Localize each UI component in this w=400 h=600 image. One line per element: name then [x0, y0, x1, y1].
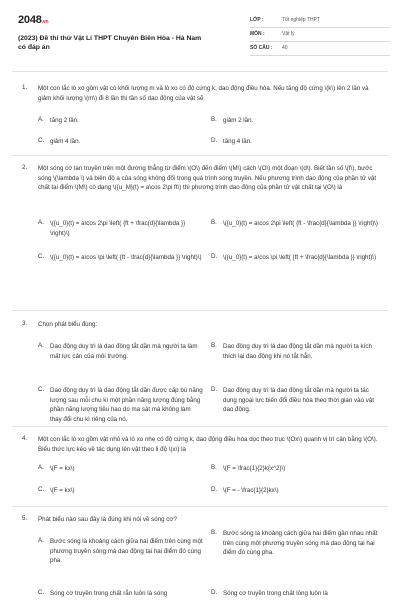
option-text: \(F = \frac{1}{2}k{x^2}\): [223, 465, 286, 472]
option-d[interactable]: [211, 253, 381, 263]
option-a[interactable]: [38, 116, 203, 126]
option-d[interactable]: [211, 386, 381, 415]
option-letter: A.: [38, 464, 44, 471]
question-number: 5.: [22, 515, 28, 522]
divider: [12, 506, 388, 507]
option-a[interactable]: [38, 219, 203, 238]
option-letter: D.: [211, 486, 218, 493]
option-text: \({u_0}(t) = a\cos 2\pi \left( {ft - \frac{d}{\lambda }} \right)\): [223, 220, 378, 227]
question-text: Một sóng cơ lan truyền trên một đường thẳng từ điểm \(O\) đến điểm \(M\) cách \(O\) một đoạn \(d\). Biết tần số \(f\), bước sóng \(\lambda \) và biên độ a của sóng không đổi trong quá trình sóng truyền. Nếu phương trình dao động của phần tử vật chất tại điểm \(M\) có dạng \({u_M}(t) = a\cos 2\pi ft\) thì phương trình dao động của phần tử vật chất tại \(O\) là: [38, 165, 377, 192]
subject-value: Vật lý: [282, 30, 295, 37]
option-letter: B.: [211, 219, 217, 226]
option-a[interactable]: [38, 537, 203, 566]
option-c[interactable]: [38, 386, 203, 424]
option-letter: D.: [211, 386, 218, 393]
option-text: Bước sóng là khoảng cách giữa hai điểm trên cùng một phương truyền sóng mà dao động tại hai điểm đó cùng pha.: [50, 538, 203, 565]
exam-title: (2023) Đề thi thử Vật Lí THPT Chuyên Biên Hòa - Hà Nam có đáp án: [18, 35, 202, 52]
option-text: \(F = - \frac{1}{2}kx\): [223, 487, 279, 494]
option-c[interactable]: [38, 137, 203, 147]
option-text: tăng 4 lần.: [223, 138, 252, 145]
option-text: Bước sóng là khoảng cách giữa hai điểm gần nhau nhất trên cùng một phương truyền sóng mà dao động tại hai điểm đó cùng pha.: [223, 530, 378, 557]
option-text: Dao động duy trì là dao động tắt dần mà người ta làm mất lực cản của môi trường.: [50, 343, 198, 360]
option-d[interactable]: [211, 137, 381, 147]
option-letter: B.: [211, 116, 217, 123]
option-text: \(F = kx\): [50, 487, 75, 494]
subject-label: MÔN :: [250, 30, 265, 37]
divider: [12, 310, 388, 311]
question-number: 3.: [22, 320, 28, 327]
divider: [12, 155, 388, 156]
count-value: 40: [282, 44, 288, 51]
page-header: [0, 0, 400, 64]
site-logo[interactable]: [18, 13, 48, 29]
option-b[interactable]: [211, 529, 381, 558]
class-value: Tốt nghiệp THPT: [282, 16, 320, 23]
option-letter: C.: [38, 386, 45, 393]
option-text: giảm 2 lần.: [223, 117, 254, 124]
question-number: 1.: [22, 84, 28, 91]
option-a[interactable]: [38, 342, 203, 361]
option-c[interactable]: [38, 589, 203, 599]
option-c[interactable]: [38, 486, 203, 496]
question-text: Một con lắc lò xo gồm vật nhỏ và lò xo nhẹ có độ cứng k, dao động điều hòa dọc theo trục \(Ox\) quanh vị trí cân bằng \(O\). Biểu thức lực kéo về tác dụng lên vật theo li độ \(x\) là: [38, 436, 378, 453]
option-b[interactable]: [211, 116, 381, 126]
option-text: \({u_0}(t) = a\cos \pi \left( {ft - \frac{d}{\lambda }} \right)\): [50, 254, 202, 261]
option-letter: D.: [211, 137, 218, 144]
option-text: Dao động duy trì là dao động tắt dần được cấp bù năng lượng sau mỗi chu kì một phần năng lượng đúng bằng phần năng lượng tiêu hao do ma sát mà không làm thay đổi chu kì riêng của nó.: [50, 387, 203, 423]
logo-suffix: .vn: [41, 19, 49, 25]
option-text: giảm 4 lần.: [50, 138, 81, 145]
option-text: \({u_0}(t) = a\cos \pi \left( {ft + \frac{d}{\lambda }} \right)\): [223, 254, 377, 261]
option-letter: D.: [211, 253, 218, 260]
option-a[interactable]: [38, 464, 203, 474]
divider: [12, 71, 388, 72]
question-number: 2.: [22, 164, 28, 171]
exam-meta: [250, 14, 390, 56]
option-b[interactable]: [211, 464, 381, 474]
option-letter: A.: [38, 219, 44, 226]
option-text: tăng 2 lần.: [50, 117, 79, 124]
option-letter: C.: [38, 486, 45, 493]
option-letter: A.: [38, 537, 44, 544]
meta-row-count: [250, 42, 390, 56]
option-letter: A.: [38, 342, 44, 349]
meta-row-subject: [250, 28, 390, 42]
question-text: Một con lắc lò xo gồm vật có khối lượng m và lò xo có độ cứng k, dao động điều hòa. Nếu tăng độ cứng \(k\) lên 2 lần và giảm khối lượng \(m\) đi 8 lần thì tần số dao động của vật sẽ: [38, 85, 369, 102]
question-text: Chọn phát biểu đúng:: [38, 321, 98, 328]
option-letter: C.: [38, 589, 45, 596]
divider: [12, 426, 388, 427]
option-letter: D.: [211, 589, 218, 596]
question-text: Phát biểu nào sau đây là đúng khi nói về sóng cơ?: [38, 516, 177, 523]
option-text: Sóng cơ truyền trong chất lỏng luôn là: [223, 590, 328, 597]
option-text: \({u_0}(t) = a\cos 2\pi \left( {ft + \frac{d}{\lambda }} \right)\): [50, 220, 186, 237]
option-letter: C.: [38, 137, 45, 144]
option-text: Dao động duy trì là dao động tắt dần mà người ta kích thích lại dao động khi nó tắt hẳn.: [223, 343, 372, 360]
class-label: LỚP :: [250, 16, 264, 23]
option-text: \(F = kx\): [50, 465, 75, 472]
option-d[interactable]: [211, 589, 381, 599]
option-b[interactable]: [211, 219, 381, 229]
option-c[interactable]: [38, 253, 203, 263]
option-letter: B.: [211, 464, 217, 471]
count-label: SỐ CÂU :: [250, 44, 273, 51]
option-text: Dao động duy trì là dao động tắt dần mà người ta tác dụng ngoại lực biến đổi điều hòa theo thời gian vào vật dao động.: [223, 387, 374, 414]
option-letter: B.: [211, 342, 217, 349]
option-d[interactable]: [211, 486, 381, 496]
logo-main: 2048: [18, 14, 42, 26]
option-letter: A.: [38, 116, 44, 123]
question-number: 4.: [22, 435, 28, 442]
option-b[interactable]: [211, 342, 381, 361]
option-text: Sóng cơ truyền trong chất rắn luôn là sóng: [50, 590, 168, 597]
meta-row-class: [250, 14, 390, 28]
option-letter: C.: [38, 253, 45, 260]
option-letter: B.: [211, 529, 217, 536]
